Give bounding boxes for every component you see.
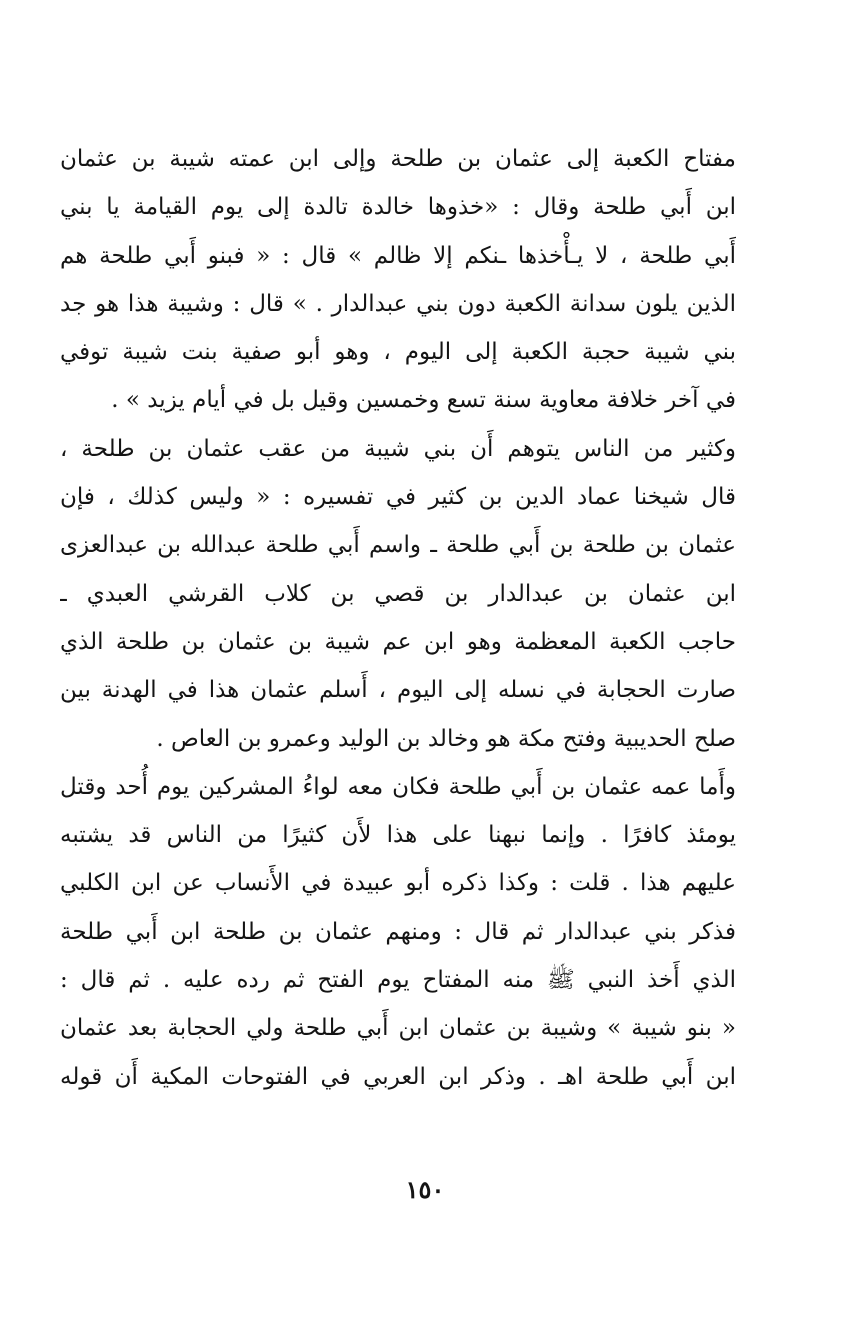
text-line: فذكر بني عبدالدار ثم قال : ومنهم عثمان بن طلحة ابن أَبي طلحة	[60, 918, 736, 945]
text-line: يومئذ كافرًا . وإنما نبهنا على هذا لأَن كثيرًا من الناس قد يشتبه	[60, 822, 736, 849]
text-line: وكثير من الناس يتوهم أَن بني شيبة من عقب عثمان بن طلحة ،	[60, 435, 736, 462]
text-line: مفتاح الكعبة إلى عثمان بن طلحة وإلى ابن عمته شيبة بن عثمان	[60, 146, 736, 172]
text-line: الذي أَخذ النبي ﷺ منه المفتاح يوم الفتح ثم رده عليه . ثم قال :	[60, 967, 736, 994]
page-number: ١٥٠	[405, 1175, 445, 1204]
text-line: صلح الحديبية وفتح مكة هو وخالد بن الوليد وعمرو بن العاص .	[156, 725, 736, 752]
text-line: حاجب الكعبة المعظمة وهو ابن عم شيبة بن عثمان بن طلحة الذي	[60, 628, 736, 655]
text-line: وأَما عمه عثمان بن أَبي طلحة فكان معه لواءُ المشركين يوم أُحد وقتل	[60, 773, 736, 800]
text-line: « بنو شيبة » وشيبة بن عثمان ابن أَبي طلحة ولي الحجابة بعد عثمان	[60, 1015, 736, 1042]
text-line: عثمان بن طلحة بن أَبي طلحة ـ واسم أَبي طلحة عبدالله بن عبدالعزى	[60, 532, 736, 559]
text-line: الذين يلون سدانة الكعبة دون بني عبدالدار . » قال : وشيبة هذا هو جد	[60, 290, 736, 317]
text-line: في آخر خلافة معاوية سنة تسع وخمسين وقيل بل في أيام يزيد » .	[111, 387, 736, 414]
text-line: ابن عثمان بن عبدالدار بن قصي بن كلاب القرشي العبدي ـ	[60, 580, 736, 607]
text-line: بني شيبة حجبة الكعبة إلى اليوم ، وهو أبو صفية بنت شيبة توفي	[60, 339, 736, 366]
text-line: أَبي طلحة ، لا يـأْخذها ـنكم إلا ظالم » قال : « فبنو أَبي طلحة هم	[60, 242, 736, 269]
body-text	[60, 135, 736, 1101]
text-line: قال شيخنا عماد الدين بن كثير في تفسيره : « وليس كذلك ، فإن	[60, 484, 736, 511]
text-line: صارت الحجابة في نسله إلى اليوم ، أَسلم عثمان هذا في الهدنة بين	[60, 677, 736, 704]
text-line: عليهم هذا . قلت : وكذا ذكره أبو عبيدة في الأَنساب عن ابن الكلبي	[60, 870, 736, 897]
text-line: ابن أَبي طلحة اهـ . وذكر ابن العربي في الفتوحات المكية أَن قوله	[60, 1063, 736, 1090]
text-line: ابن أَبي طلحة وقال : «خذوها خالدة تالدة إلى يوم القيامة يا بني	[60, 194, 736, 221]
